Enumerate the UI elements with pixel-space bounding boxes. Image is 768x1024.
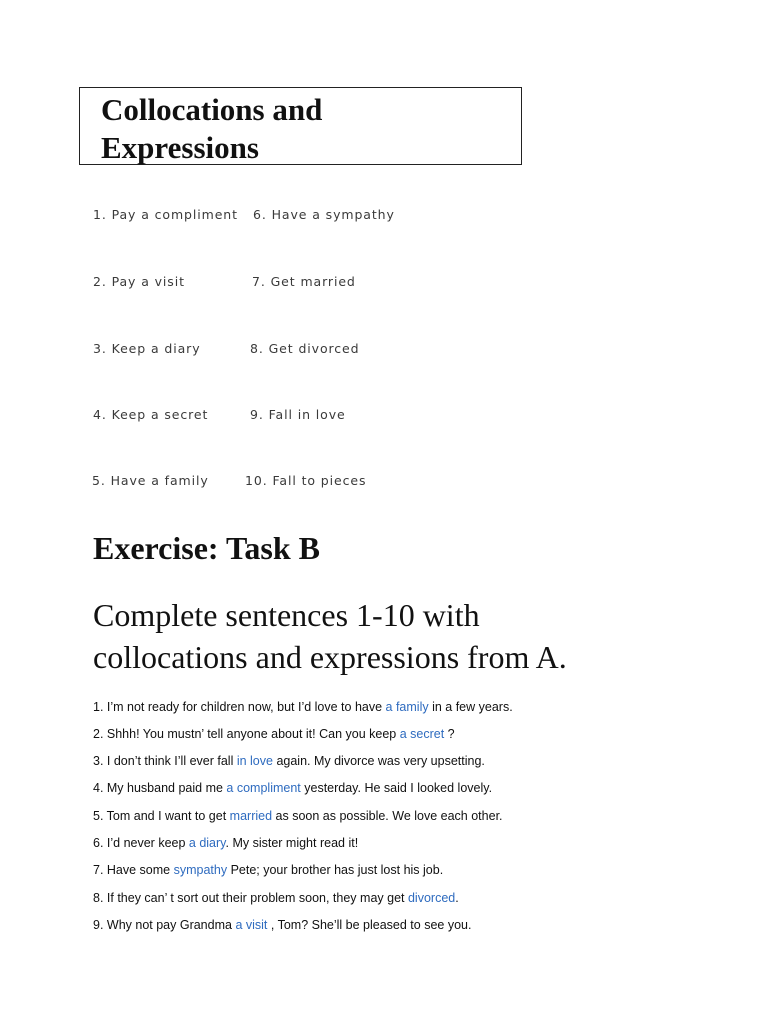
title-line-2: Expressions — [101, 130, 259, 165]
page-title — [101, 91, 521, 167]
sentence-text: , Tom? She’ll be pleased to see you. — [267, 918, 472, 932]
sentence-text: 8. If they can’ t sort out their problem soon, they may get — [93, 891, 408, 905]
sentence-text: . My sister might read it! — [225, 836, 359, 850]
exercise-heading: Exercise: Task B — [93, 530, 320, 566]
collocation-item-6: 6. Have a sympathy — [253, 207, 395, 222]
sentence-text: ? — [444, 727, 455, 741]
sentence-5 — [93, 809, 503, 823]
answer-text: divorced — [407, 891, 456, 905]
answer-text: a secret — [399, 727, 445, 741]
sentence-text: 4. My husband paid me — [93, 781, 227, 795]
sentence-text: 1. I’m not ready for children now, but I’d love to have — [93, 700, 386, 714]
collocation-item-7: 7. Get married — [252, 274, 356, 289]
sentence-text: yesterday. He said I looked lovely. — [300, 781, 493, 795]
collocation-item-1: 1. Pay a compliment — [93, 207, 238, 222]
instruction-line-1: Complete sentences 1-10 with — [93, 597, 480, 633]
answer-text: a family — [385, 700, 429, 714]
instruction-line-2: collocations and expressions from A. — [93, 639, 567, 675]
sentence-text: . — [455, 891, 459, 905]
title-line-1: Collocations and — [101, 92, 323, 127]
answer-text: a visit — [235, 918, 268, 932]
sentence-text: as soon as possible. We love each other. — [272, 809, 503, 823]
collocation-item-3: 3. Keep a diary — [93, 341, 201, 356]
sentence-6 — [93, 836, 358, 850]
sentence-3 — [93, 754, 485, 768]
sentence-text: 3. I don’t think I’ll ever fall — [93, 754, 237, 768]
sentence-8 — [93, 891, 459, 905]
sentence-2 — [93, 727, 455, 741]
collocation-item-4: 4. Keep a secret — [93, 407, 209, 422]
sentence-text: 9. Why not pay Grandma — [93, 918, 236, 932]
sentence-7 — [93, 863, 443, 877]
sentence-4 — [93, 781, 492, 795]
answer-text: married — [229, 809, 273, 823]
collocation-item-10: 10. Fall to pieces — [245, 473, 367, 488]
sentence-text: 7. Have some — [93, 863, 174, 877]
answer-text: in love — [236, 754, 273, 768]
collocation-item-5: 5. Have a family — [92, 473, 209, 488]
sentence-text: 6. I’d never keep — [93, 836, 189, 850]
exercise-instruction — [93, 594, 693, 678]
collocation-item-9: 9. Fall in love — [250, 407, 346, 422]
answer-text: a compliment — [226, 781, 301, 795]
sentence-9 — [93, 918, 471, 932]
sentence-text: in a few years. — [428, 700, 513, 714]
sentence-text: again. My divorce was very upsetting. — [272, 754, 485, 768]
sentence-text: 2. Shhh! You mustn’ tell anyone about it! Can you keep — [93, 727, 400, 741]
title-box — [79, 87, 522, 165]
answer-text: sympathy — [173, 863, 228, 877]
sentence-text: 5. Tom and I want to get — [93, 809, 230, 823]
sentence-text: Pete; your brother has just lost his job. — [227, 863, 444, 877]
collocation-item-2: 2. Pay a visit — [93, 274, 185, 289]
sentence-1 — [93, 700, 513, 714]
collocation-item-8: 8. Get divorced — [250, 341, 360, 356]
answer-text: a diary — [188, 836, 226, 850]
